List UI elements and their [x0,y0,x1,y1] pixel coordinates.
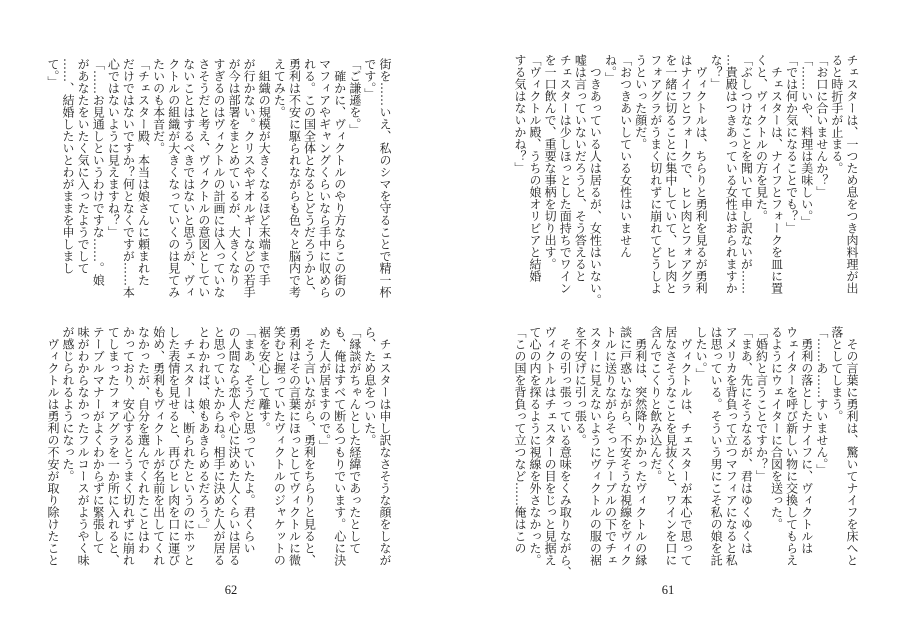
lower-text-block [45,326,392,578]
text-column: なかったが、自分を選んでくれたことはわ [136,326,151,554]
text-column: ヴィクトルは、ちらりと勇利を見るが勇利 [694,54,709,294]
text-column: 心ではないように見えますね？」 [106,58,121,238]
text-column: 談に戸惑いながら、不安そうな視線をヴィク [618,326,633,566]
text-column: ……、結婚したいとわがままを申しまし [61,58,76,274]
text-column: 落としてしまう。 [829,326,844,422]
text-column: 始め、勇利もヴィクトルが名前を出してくれ [151,326,166,566]
text-column: を不安げに引っ張る。 [573,326,588,446]
text-column: チェスターは、断られたというのにホッと [181,326,196,566]
text-column: 裾を安心して離す。 [257,326,272,434]
text-column: その言葉に勇利は、驚いてナイフを床へと [845,326,859,566]
text-column: 「縁談がちゃんとした経緯であったとして [347,326,362,554]
text-column: クトルの組織が大きくなっていくのは見てみ [166,58,181,298]
text-column: ヴィクトルは勇利の不安が取り除けたこと [45,326,60,566]
text-column: ると時折手が止まる。 [829,54,844,174]
text-column: チェスターは、一つため息をつき肉料理が出 [845,54,859,294]
text-column: の人間なら恋人や心に決めた人くらいは居る [227,326,242,566]
text-column: スターに見えないようにヴィクトルの服の裾 [588,326,603,566]
text-column: ヴィクトルは、チェスターが本心で思って [678,326,693,566]
text-column: アメリカを背負って立つマフィアになると私 [724,326,739,566]
page-number: 62 [224,583,238,597]
text-column: 「……いや、料理は美味しい。」 [799,54,814,228]
text-column: 「お口に合いませんか？」 [814,54,829,198]
text-column: 勇利の落としたナイフに、ヴィクトルは [799,326,814,554]
text-column: はナイフとフォークで、ヒレ肉とフォアグラ [678,54,693,294]
page-number: 61 [661,583,675,597]
right-page [450,0,900,637]
text-column: ら、ため息をついた。 [362,326,377,446]
text-column: 確かに、ヴィクトルのやり方ならこの街の [332,58,347,298]
text-column: 「おつきあいしている女性はいません [618,54,633,258]
text-column: れる。この国全体となるとどうだろうかと、 [302,58,317,298]
text-column: した表情を見せると、再びヒレ肉を口に運び [166,326,181,566]
text-column: 「この国を背負って立つなど……俺はこの [512,326,527,554]
text-column: 「ヴィクトル殿、うちの娘オリビアと結婚 [528,54,543,282]
text-column: てしまったフォアグラを一か所に入れると、 [106,326,121,566]
text-column: を一緒に切ることに集中していて、ヒレ肉と [663,54,678,294]
text-column: ヴィクトルはチェスターの目をじっと見据え [543,326,558,566]
text-column: 「ぶしつけなことを聞いて申し訳ないが…… [739,54,754,294]
upper-text-block [45,58,392,310]
text-column: 組織の規模が大きくなるほど末端まで手 [257,58,272,286]
text-column: ね。」 [603,54,618,84]
text-column: チェスターは少しほっとした面持ちでワイン [558,54,573,294]
text-column: マフィアやギャングくらいなら手中に収めら [317,58,332,298]
text-column: 含んでこくりと飲み込んだ。 [648,326,663,482]
text-column: 勇利は不安に駆られながらも色々と脳内で考 [287,58,302,298]
text-column: えてみた。 [272,58,287,118]
text-column: チェスターは申し訳なさそうな顔をしなが [378,326,392,566]
text-column: その引っ張っている意味をくみ取りながら、 [558,326,573,578]
text-column: 嘘は言っていないだろうと、そう答えると [573,54,588,282]
lower-text-block [512,326,859,578]
text-column: が今は部署をまとめているが、大きくなり [227,58,242,286]
text-column: 勇利はその言葉にほっとしてヴィクトルに微 [287,326,302,566]
text-column: すぎるのはヴィクトルの計画には入っていな [211,58,226,298]
text-column: 「まあ、そうだと思っていたよ。君くらい [242,326,257,554]
text-column: そう言いながら、勇利をちらりと見ると、 [302,326,317,566]
text-column: トルに送りながらそっとテーブルの下でチェ [603,326,618,566]
text-column: が感じられるようになった。 [61,326,76,482]
text-column: たいのも本音だ。 [151,58,166,154]
text-column: 居なさそうなことを見抜くと、ワインを口に [663,326,678,566]
text-column: は思っている。そういう男にこそ私の娘を託 [709,326,724,566]
text-column: 「チェスター殿、本当は娘さんに頼まれた [136,58,151,286]
text-column: 街を……いえ、私のシマを守ることで精一杯 [378,58,392,298]
text-column: が行かない。クリスやギオルギーなどの若手 [242,58,257,298]
text-column: です。」 [362,58,377,100]
text-column: する気はないかね？」 [512,54,527,174]
text-column: さそうだと考え、ヴィクトルの意図としてい [196,58,211,298]
text-column: かっており、安心するとうまく切れずに崩れ [121,326,136,566]
text-column: 味がわからなかったフルコースがようやく味 [76,326,91,566]
text-column: 「婚約と言うことですか？」 [754,326,769,482]
text-column: 「では何か気になることでも？」 [784,54,799,234]
text-column: 勇利は、突然降りかかったヴィクトルの縁 [633,326,648,566]
text-column: も、俺はすべて断るつもりでいます。心に決 [332,326,347,566]
text-column: 「ご謙遜を。」 [347,58,362,136]
text-column: したい。」 [694,326,709,380]
text-column: 「まあ、先にそうなるが、君はゆくゆくは [739,326,754,554]
text-column: チェスターは、ナイフとフォークを皿に置 [769,54,784,294]
text-column: ないことはするべきではないと思うが、ヴィ [181,58,196,298]
text-column: うといった顔だ。 [633,54,648,150]
text-column: めた人が居ますので。」 [317,326,332,452]
text-column: だけではないですか？何となくですが……本 [121,58,136,298]
text-column: テーブルマナーがよくわからずに緊張して [91,326,106,554]
text-column: があなたをいたく気に入ったようでして [76,58,91,274]
text-column: ウェイターを呼び新しい物に交換してもらえ [784,326,799,566]
text-column: 「……お見通しというわけですな……。娘 [91,58,106,286]
text-column: 笑むと握っていたヴィクトルのジャケットの [272,326,287,566]
text-column: な？」 [709,54,724,90]
text-column: るようにウェイターに合図を送った。 [769,326,784,530]
text-column: とわかれば、娘もあきらめるだろう。」 [196,326,211,536]
text-column: て。」 [45,58,60,88]
text-column: くと、ヴィクトルの方を見た。 [754,54,769,222]
text-column: つきあっている人は居るが、女性はいない。 [588,54,603,306]
text-column: と思っていたからね。相手に決めた人が居る [211,326,226,566]
text-column: 「……あ……すいません。」 [814,326,829,476]
text-column: …貴殿はつきあっている女性はおられますか [724,54,739,294]
upper-text-block [512,54,859,306]
text-column: て心の内を探るように視線を外さなかった。 [528,326,543,566]
text-column: を一口飲んで、重要な事柄を切り出す。 [543,54,558,270]
text-column: フォアグラがうまく切れずに崩れてどうしよ [648,54,663,294]
